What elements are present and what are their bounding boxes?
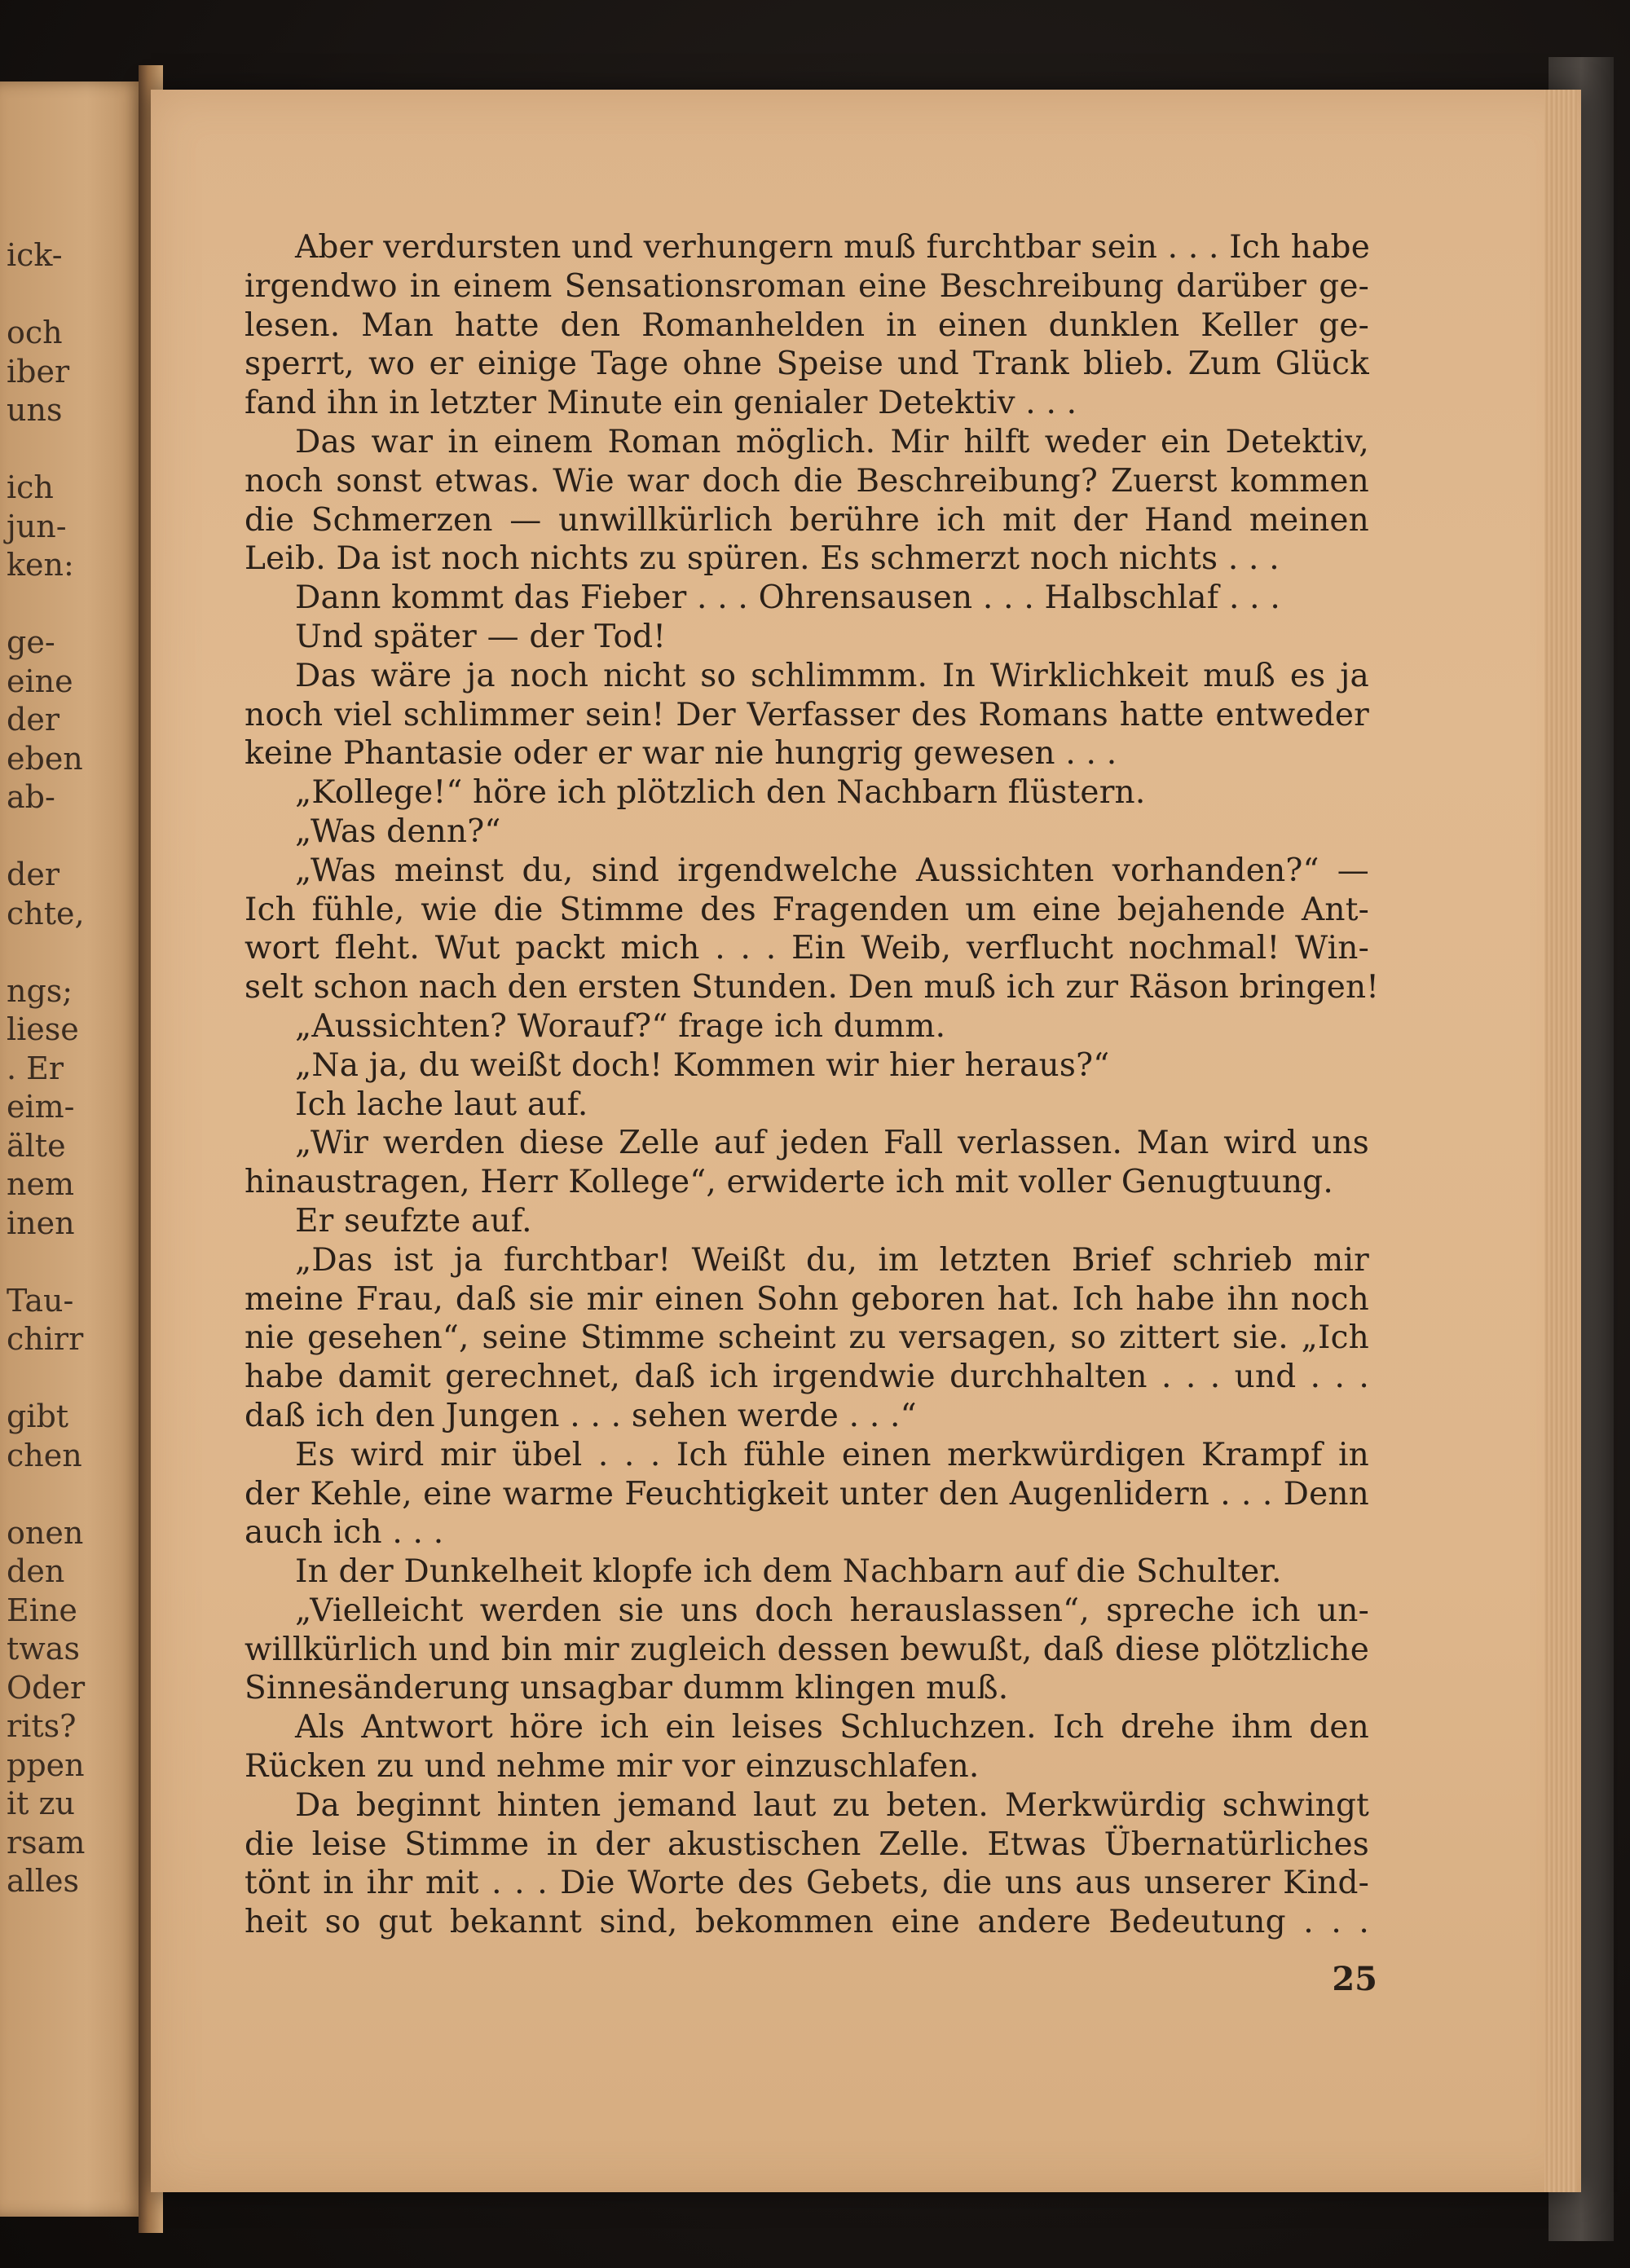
left-page-fragment: . Er <box>7 1050 64 1086</box>
text-line: heit so gut bekannt sind, bekommen eine andere Bedeutung . . . <box>244 1904 1369 1941</box>
left-page-fragment: ge- <box>7 624 55 660</box>
page-number: 25 <box>1332 1960 1377 1998</box>
text-line: „Was meinst du, sind irgendwelche Aussichten vorhanden?“ — <box>295 852 1369 889</box>
left-page-fragment: ppen <box>7 1746 85 1783</box>
left-page-fragment: ick- <box>7 237 63 273</box>
text-line: Es wird mir übel . . . Ich fühle einen merkwürdigen Krampf in <box>295 1436 1369 1473</box>
text-line: fand ihn in letzter Minute ein genialer Detektiv . . . <box>244 385 1077 422</box>
left-page-fragment: eben <box>7 740 83 777</box>
text-line: Und später — der Tod! <box>295 618 667 655</box>
text-line: sperrt, wo er einige Tage ohne Speise und Trank blieb. Zum Glück <box>244 346 1369 383</box>
text-line: Ich lache laut auf. <box>295 1086 588 1123</box>
left-page-fragment: uns <box>7 392 63 428</box>
text-line: „Aussichten? Worauf?“ frage ich dumm. <box>295 1007 946 1045</box>
text-line: „Kollege!“ höre ich plötzlich den Nachbarn flüstern. <box>295 774 1146 812</box>
left-page-fragment: liese <box>7 1011 79 1047</box>
text-line: Als Antwort höre ich ein leises Schluchzen. Ich drehe ihm den <box>295 1709 1369 1746</box>
left-page-fragment: eine <box>7 663 73 699</box>
left-page-fragment: den <box>7 1553 65 1589</box>
left-page-fragment: twas <box>7 1631 80 1667</box>
text-line: In der Dunkelheit klopfe ich dem Nachbarn auf die Schulter. <box>295 1553 1282 1591</box>
left-page-fragment: gibt <box>7 1398 69 1434</box>
left-page-fragment: Tau- <box>7 1282 74 1319</box>
text-line: habe damit gerechnet, daß ich irgendwie durchhalten . . . und . . . <box>244 1359 1369 1396</box>
left-page-fragment: iber <box>7 353 70 390</box>
text-line: die leise Stimme in der akustischen Zelle. Etwas Übernatürliches <box>244 1825 1369 1863</box>
text-line: Dann kommt das Fieber . . . Ohrensausen . . . Halbschlaf . . . <box>295 579 1280 617</box>
left-page-fragment: chen <box>7 1437 82 1473</box>
text-line: „Vielleicht werden sie uns doch herauslassen“, spreche ich un- <box>295 1592 1369 1629</box>
text-line: wort fleht. Wut packt mich . . . Ein Weib, verflucht nochmal! Win- <box>244 930 1369 967</box>
left-page-edge <box>0 81 145 2217</box>
left-page-fragment: chirr <box>7 1321 84 1357</box>
text-line: tönt in ihr mit . . . Die Worte des Gebets, die uns aus unserer Kind- <box>244 1865 1369 1902</box>
text-line: hinaustragen, Herr Kollege“, erwiderte ich mit voller Genugtuung. <box>244 1164 1333 1201</box>
text-line: Ich fühle, wie die Stimme des Fragenden um eine bejahende Ant- <box>244 891 1369 928</box>
text-line: meine Frau, daß sie mir einen Sohn geboren hat. Ich habe ihn noch <box>244 1280 1369 1318</box>
text-line: lesen. Man hatte den Romanhelden in einen dunklen Keller ge- <box>244 306 1369 344</box>
left-page-fragment: nem <box>7 1166 74 1202</box>
left-page-fragment: älte <box>7 1127 66 1164</box>
left-page-fragment: och <box>7 315 63 350</box>
text-line: selt schon nach den ersten Stunden. Den muß ich zur Räson bringen! <box>244 969 1380 1006</box>
left-page-fragment: alles <box>7 1863 79 1899</box>
text-line: die Schmerzen — unwillkürlich berühre ich mit der Hand meinen <box>244 501 1369 539</box>
text-line: Er seufzte auf. <box>295 1202 532 1240</box>
text-line: keine Phantasie oder er war nie hungrig gewesen . . . <box>244 735 1117 773</box>
left-page-fragment: der <box>7 857 59 892</box>
left-page-fragment: onen <box>7 1514 84 1551</box>
text-line: „Na ja, du weißt doch! Kommen wir hier heraus?“ <box>295 1046 1110 1084</box>
text-line: Da beginnt hinten jemand laut zu beten. Merkwürdig schwingt <box>295 1786 1369 1824</box>
text-line: Leib. Da ist noch nichts zu spüren. Es schmerzt noch nichts . . . <box>244 540 1280 578</box>
page-stack-edge <box>1544 90 1577 2192</box>
text-line: Das war in einem Roman möglich. Mir hilft weder ein Detektiv, <box>295 423 1369 460</box>
left-page-fragment: jun- <box>7 508 67 544</box>
text-line: nie gesehen“, seine Stimme scheint zu versagen, so zittert sie. „Ich <box>244 1319 1369 1357</box>
left-page-fragment: Oder <box>7 1669 86 1706</box>
left-page-fragment: it zu <box>7 1786 75 1821</box>
left-page-fragment: ken: <box>7 547 74 583</box>
text-line: „Was denn?“ <box>295 813 501 850</box>
left-page-fragment: rsam <box>7 1824 86 1861</box>
text-line: irgendwo in einem Sensationsroman eine Beschreibung darüber ge- <box>244 267 1369 305</box>
text-line: „Wir werden diese Zelle auf jeden Fall verlassen. Man wird uns <box>295 1125 1369 1162</box>
left-page-fragment: ab- <box>7 779 55 815</box>
left-page-fragment: inen <box>7 1204 75 1241</box>
text-line: Aber verdursten und verhungern muß furchtbar sein . . . Ich habe <box>295 229 1370 266</box>
text-line: daß ich den Jungen . . . sehen werde . . .“ <box>244 1397 917 1434</box>
left-page-fragment: der <box>7 702 59 738</box>
text-line: „Das ist ja furchtbar! Weißt du, im letzten Brief schrieb mir <box>295 1241 1369 1279</box>
text-line: der Kehle, eine warme Feuchtigkeit unter den Augenlidern . . . Denn <box>244 1475 1369 1513</box>
left-page-fragment: rits? <box>7 1708 77 1744</box>
text-line: Rücken zu und nehme mir vor einzuschlafen. <box>244 1748 980 1786</box>
text-line: noch sonst etwas. Wie war doch die Beschreibung? Zuerst kommen <box>244 462 1369 500</box>
text-line: willkürlich und bin mir zugleich dessen bewußt, daß diese plötzliche <box>244 1631 1369 1668</box>
text-line: noch viel schlimmer sein! Der Verfasser des Romans hatte entweder <box>244 696 1369 733</box>
text-line: Das wäre ja noch nicht so schlimmm. In Wirklichkeit muß es ja <box>295 657 1369 694</box>
left-page-fragment: ich <box>7 469 54 505</box>
text-line: Sinnesänderung unsagbar dumm klingen muß. <box>244 1670 1009 1707</box>
left-page-fragment: ngs; <box>7 972 73 1009</box>
left-page-fragment: eim- <box>7 1089 75 1125</box>
left-page-fragment: Eine <box>7 1592 77 1628</box>
body-text <box>244 228 1380 1942</box>
left-page-fragment: chte, <box>7 895 85 931</box>
text-line: auch ich . . . <box>244 1514 444 1552</box>
